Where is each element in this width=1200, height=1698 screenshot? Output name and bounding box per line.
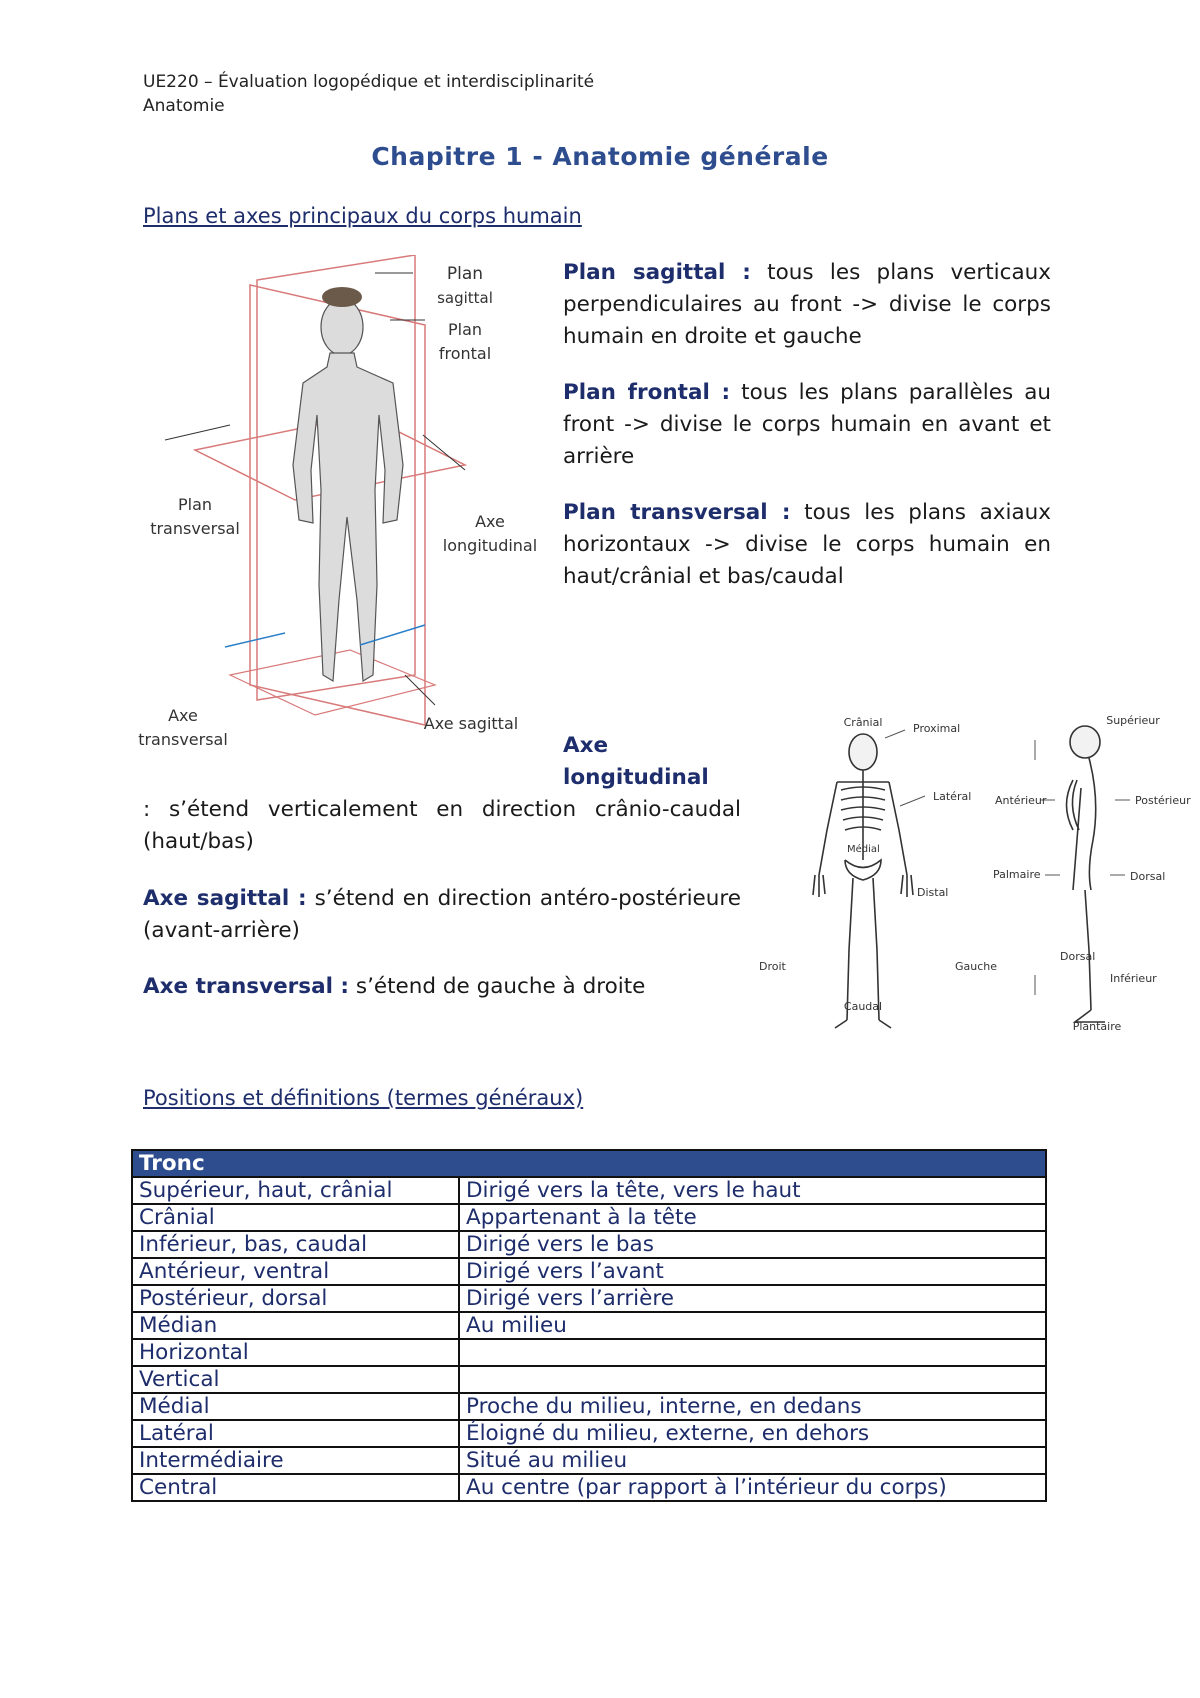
skeleton-orientation-figure	[755, 710, 1195, 1050]
label-lateral: Latéral	[933, 790, 972, 803]
definition-cell	[459, 1339, 1046, 1366]
plan-frontal-text: tous les plans parallèles au front -> divise le corps humain en avant et arrière	[563, 380, 1051, 469]
table-row	[132, 1474, 1046, 1501]
label-plantaire: Plantaire	[1072, 1020, 1122, 1033]
label-superieur: Supérieur	[1106, 714, 1160, 727]
definition-cell: Situé au milieu	[459, 1447, 1046, 1474]
axe-longitudinal-paragraph	[143, 794, 741, 858]
definition-cell: Au milieu	[459, 1312, 1046, 1339]
label-dorsal-foot: Dorsal	[1060, 950, 1096, 963]
table-row	[132, 1231, 1046, 1258]
term-cell: Inférieur, bas, caudal	[132, 1231, 459, 1258]
axe-transversal-paragraph	[143, 971, 741, 1003]
axe-sagittal-paragraph	[143, 883, 741, 947]
label-palmaire: Palmaire	[993, 868, 1041, 881]
definition-cell: Proche du milieu, interne, en dedans	[459, 1393, 1046, 1420]
label-plan-frontal-2: frontal	[438, 344, 492, 363]
label-anterieur: Antérieur	[995, 794, 1047, 807]
definition-cell: Dirigé vers le bas	[459, 1231, 1046, 1258]
plan-sagittal-text: tous les plans verticaux perpendiculaires au front -> divise le corps humain en droite et gauche	[563, 260, 1051, 349]
label-axe-sagittal: Axe sagittal	[423, 714, 519, 733]
definition-cell: Dirigé vers l’arrière	[459, 1285, 1046, 1312]
section-heading-positions: Positions et définitions (termes généraux)	[143, 1086, 584, 1110]
definition-cell: Dirigé vers l’avant	[459, 1258, 1046, 1285]
table-row	[132, 1177, 1046, 1204]
table-row	[132, 1447, 1046, 1474]
definition-cell: Dirigé vers la tête, vers le haut	[459, 1177, 1046, 1204]
term-cell: Central	[132, 1474, 459, 1501]
label-median: Médial	[847, 844, 880, 855]
term-cell: Latéral	[132, 1420, 459, 1447]
axe-longitudinal-term-2: longitudinal	[563, 765, 709, 790]
table-header-row	[132, 1150, 1046, 1177]
subject-label: Anatomie	[143, 96, 225, 116]
label-plan-sagittal: Plan	[446, 264, 484, 284]
axe-sagittal-text: s’étend en direction antéro-postérieure (avant-arrière)	[143, 886, 741, 943]
table-row	[132, 1339, 1046, 1366]
label-posterieur: Postérieur	[1135, 794, 1191, 807]
plan-sagittal-term: Plan sagittal :	[563, 260, 751, 285]
positions-table	[131, 1149, 1047, 1502]
term-cell: Horizontal	[132, 1339, 459, 1366]
plan-sagittal-paragraph	[563, 257, 1051, 353]
term-cell: Postérieur, dorsal	[132, 1285, 459, 1312]
table-row	[132, 1258, 1046, 1285]
table-row	[132, 1366, 1046, 1393]
term-cell: Supérieur, haut, crânial	[132, 1177, 459, 1204]
axe-transversal-term: Axe transversal :	[143, 974, 350, 999]
table-row	[132, 1420, 1046, 1447]
axe-transversal-text: s’étend de gauche à droite	[349, 974, 646, 999]
term-cell: Médial	[132, 1393, 459, 1420]
label-cranial: Crânial	[843, 716, 883, 729]
body-planes-figure	[135, 255, 545, 755]
label-distal: Distal	[917, 886, 949, 899]
term-cell: Antérieur, ventral	[132, 1258, 459, 1285]
label-proximal: Proximal	[913, 722, 961, 735]
label-plan-frontal: Plan	[447, 320, 483, 339]
label-caudal: Caudal	[843, 1000, 883, 1013]
table-header-tronc: Tronc	[132, 1150, 1046, 1177]
definition-cell	[459, 1366, 1046, 1393]
term-cell: Intermédiaire	[132, 1447, 459, 1474]
plan-frontal-paragraph	[563, 377, 1051, 473]
definition-cell: Au centre (par rapport à l’intérieur du corps)	[459, 1474, 1046, 1501]
axe-longitudinal-term	[563, 730, 763, 794]
label-gauche: Gauche	[955, 960, 998, 973]
label-plan-transversal-2: transversal	[150, 519, 240, 538]
label-droit: Droit	[759, 960, 786, 973]
table-row	[132, 1393, 1046, 1420]
label-dorsal-hand: Dorsal	[1130, 870, 1166, 883]
axe-longitudinal-text: : s’étend verticalement en direction crânio-caudal (haut/bas)	[143, 797, 741, 854]
section-heading-plans: Plans et axes principaux du corps humain	[143, 204, 582, 228]
axe-sagittal-term: Axe sagittal :	[143, 886, 307, 911]
table-row	[132, 1312, 1046, 1339]
term-cell: Vertical	[132, 1366, 459, 1393]
document-header	[143, 70, 594, 118]
label-axe-transversal: Axe	[168, 706, 198, 725]
table-row	[132, 1204, 1046, 1231]
label-plan-sagittal-2: sagittal	[437, 289, 493, 307]
label-plan-transversal: Plan	[177, 495, 213, 514]
table-row	[132, 1285, 1046, 1312]
term-cell: Crânial	[132, 1204, 459, 1231]
plan-frontal-term: Plan frontal :	[563, 380, 731, 405]
plan-transversal-paragraph	[563, 497, 1051, 593]
axe-longitudinal-term-1: Axe	[563, 733, 609, 758]
label-axe-transversal-2: transversal	[138, 730, 228, 749]
label-axe-longitudinal-2: longitudinal	[442, 536, 538, 555]
plan-transversal-text: tous les plans axiaux horizontaux -> divise le corps humain en haut/crânial et bas/caudal	[563, 500, 1051, 589]
label-inferieur: Inférieur	[1110, 972, 1157, 985]
definition-cell: Appartenant à la tête	[459, 1204, 1046, 1231]
definition-cell: Éloigné du milieu, externe, en dehors	[459, 1420, 1046, 1447]
term-cell: Médian	[132, 1312, 459, 1339]
course-title: UE220 – Évaluation logopédique et interdisciplinarité	[143, 72, 595, 92]
label-axe-longitudinal: Axe	[475, 512, 505, 531]
chapter-title: Chapitre 1 - Anatomie générale	[371, 142, 829, 171]
plan-transversal-term: Plan transversal :	[563, 500, 791, 525]
